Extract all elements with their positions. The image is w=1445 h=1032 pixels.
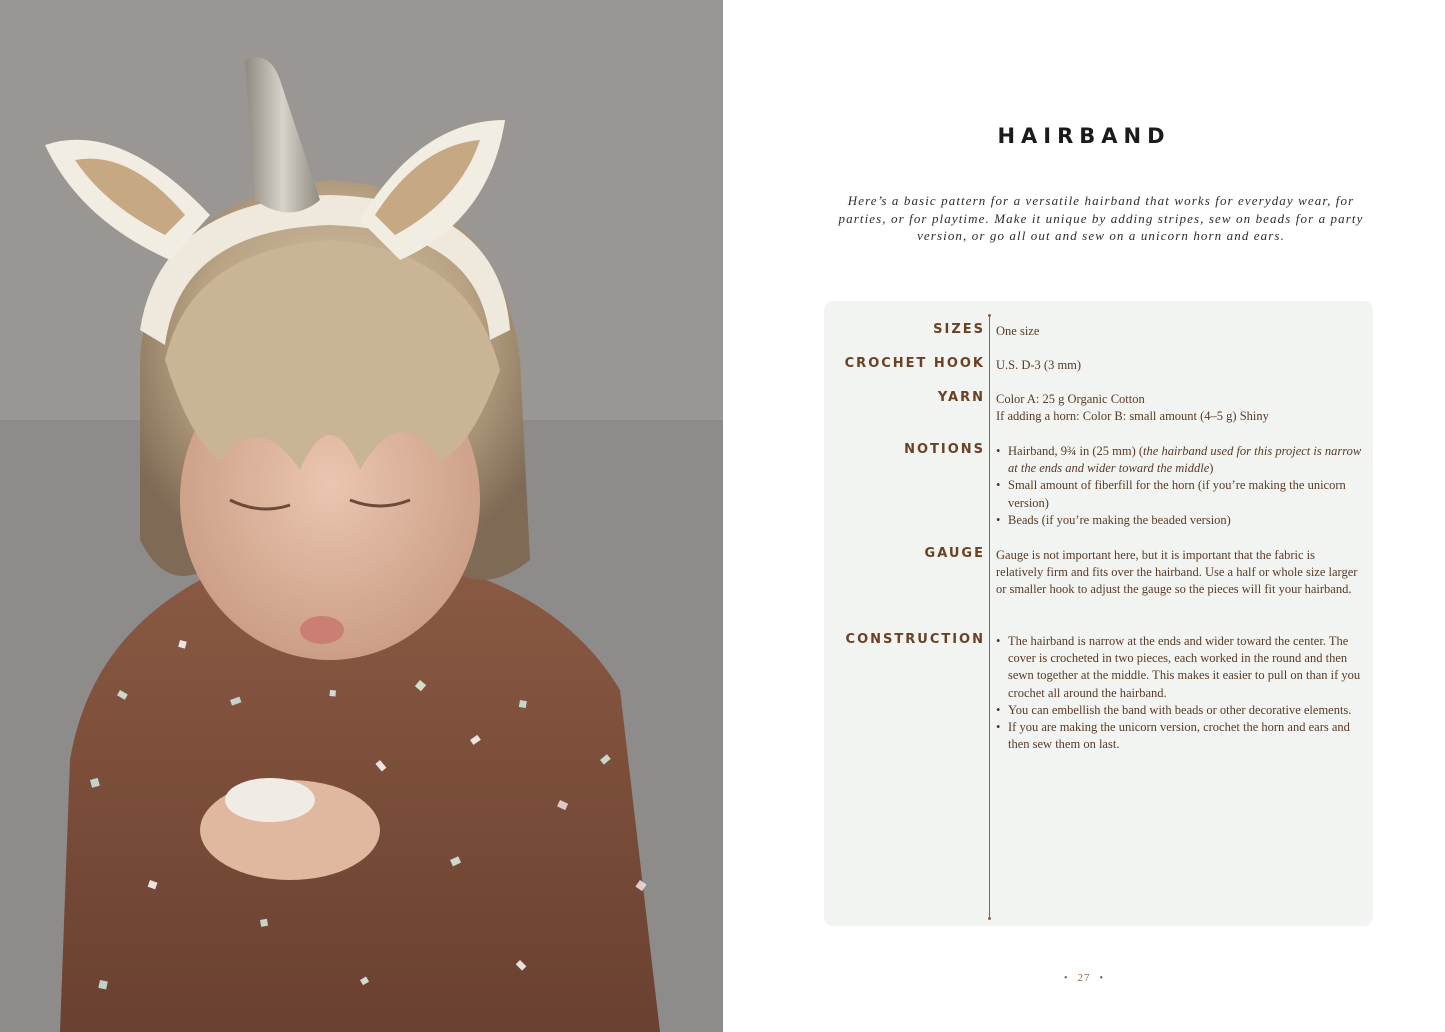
page-title: HAIRBAND <box>997 124 1171 148</box>
sizes-value: One size <box>996 324 1040 338</box>
pattern-page <box>723 0 1445 1032</box>
list-item: • Beads (if you’re making the beaded version) <box>996 512 1364 529</box>
vertical-divider-rule <box>989 315 990 919</box>
sizes-label: SIZES <box>933 322 985 337</box>
list-item: • You can embellish the band with beads or other decorative elements. <box>996 702 1364 719</box>
crochet-hook-value: U.S. D-3 (3 mm) <box>996 358 1082 372</box>
intro-paragraph: Here’s a basic pattern for a versatile hairband that works for everyday wear, for parties, or for playtime. Make it unique by adding stripes, sew on beads for a party version, or go all out and sew on a unicorn horn and ears. <box>838 193 1364 243</box>
gauge-label: GAUGE <box>924 546 985 561</box>
list-item: • The hairband is narrow at the ends and wider toward the center. The cover is crocheted in two pieces, each worked in the round and then sewn together at the middle. This makes it easier to pull on than if you crochet all around the hairband. <box>996 633 1364 702</box>
yarn-line-1: Color A: 25 g Organic Cotton <box>996 392 1145 406</box>
construction-value <box>996 633 1364 753</box>
notions-value <box>996 443 1364 529</box>
page-number: • 27 • <box>1063 972 1105 984</box>
notions-label: NOTIONS <box>904 442 985 457</box>
list-item: • If you are making the unicorn version, crochet the horn and ears and then sew them on last. <box>996 719 1364 753</box>
list-item: • Small amount of fiberfill for the horn (if you’re making the unicorn version) <box>996 477 1364 511</box>
yarn-value <box>996 391 1364 425</box>
construction-label: CONSTRUCTION <box>845 632 985 647</box>
yarn-line-2: If adding a horn: Color B: small amount (4–5 g) Shiny <box>996 409 1269 424</box>
yarn-label: YARN <box>937 390 985 405</box>
gauge-value: Gauge is not important here, but it is important that the fabric is relatively firm and fits over the hairband. Use a half or whole size larger or smaller hook to adjust the gauge so the pieces will fit your hairband. <box>996 548 1358 597</box>
list-item: • Hairband, 9¾ in (25 mm) (the hairband used for this project is narrow at the ends and wider toward the middle) <box>996 443 1364 477</box>
crochet-hook-label: CROCHET HOOK <box>844 356 985 371</box>
pattern-details-card <box>824 301 1373 926</box>
